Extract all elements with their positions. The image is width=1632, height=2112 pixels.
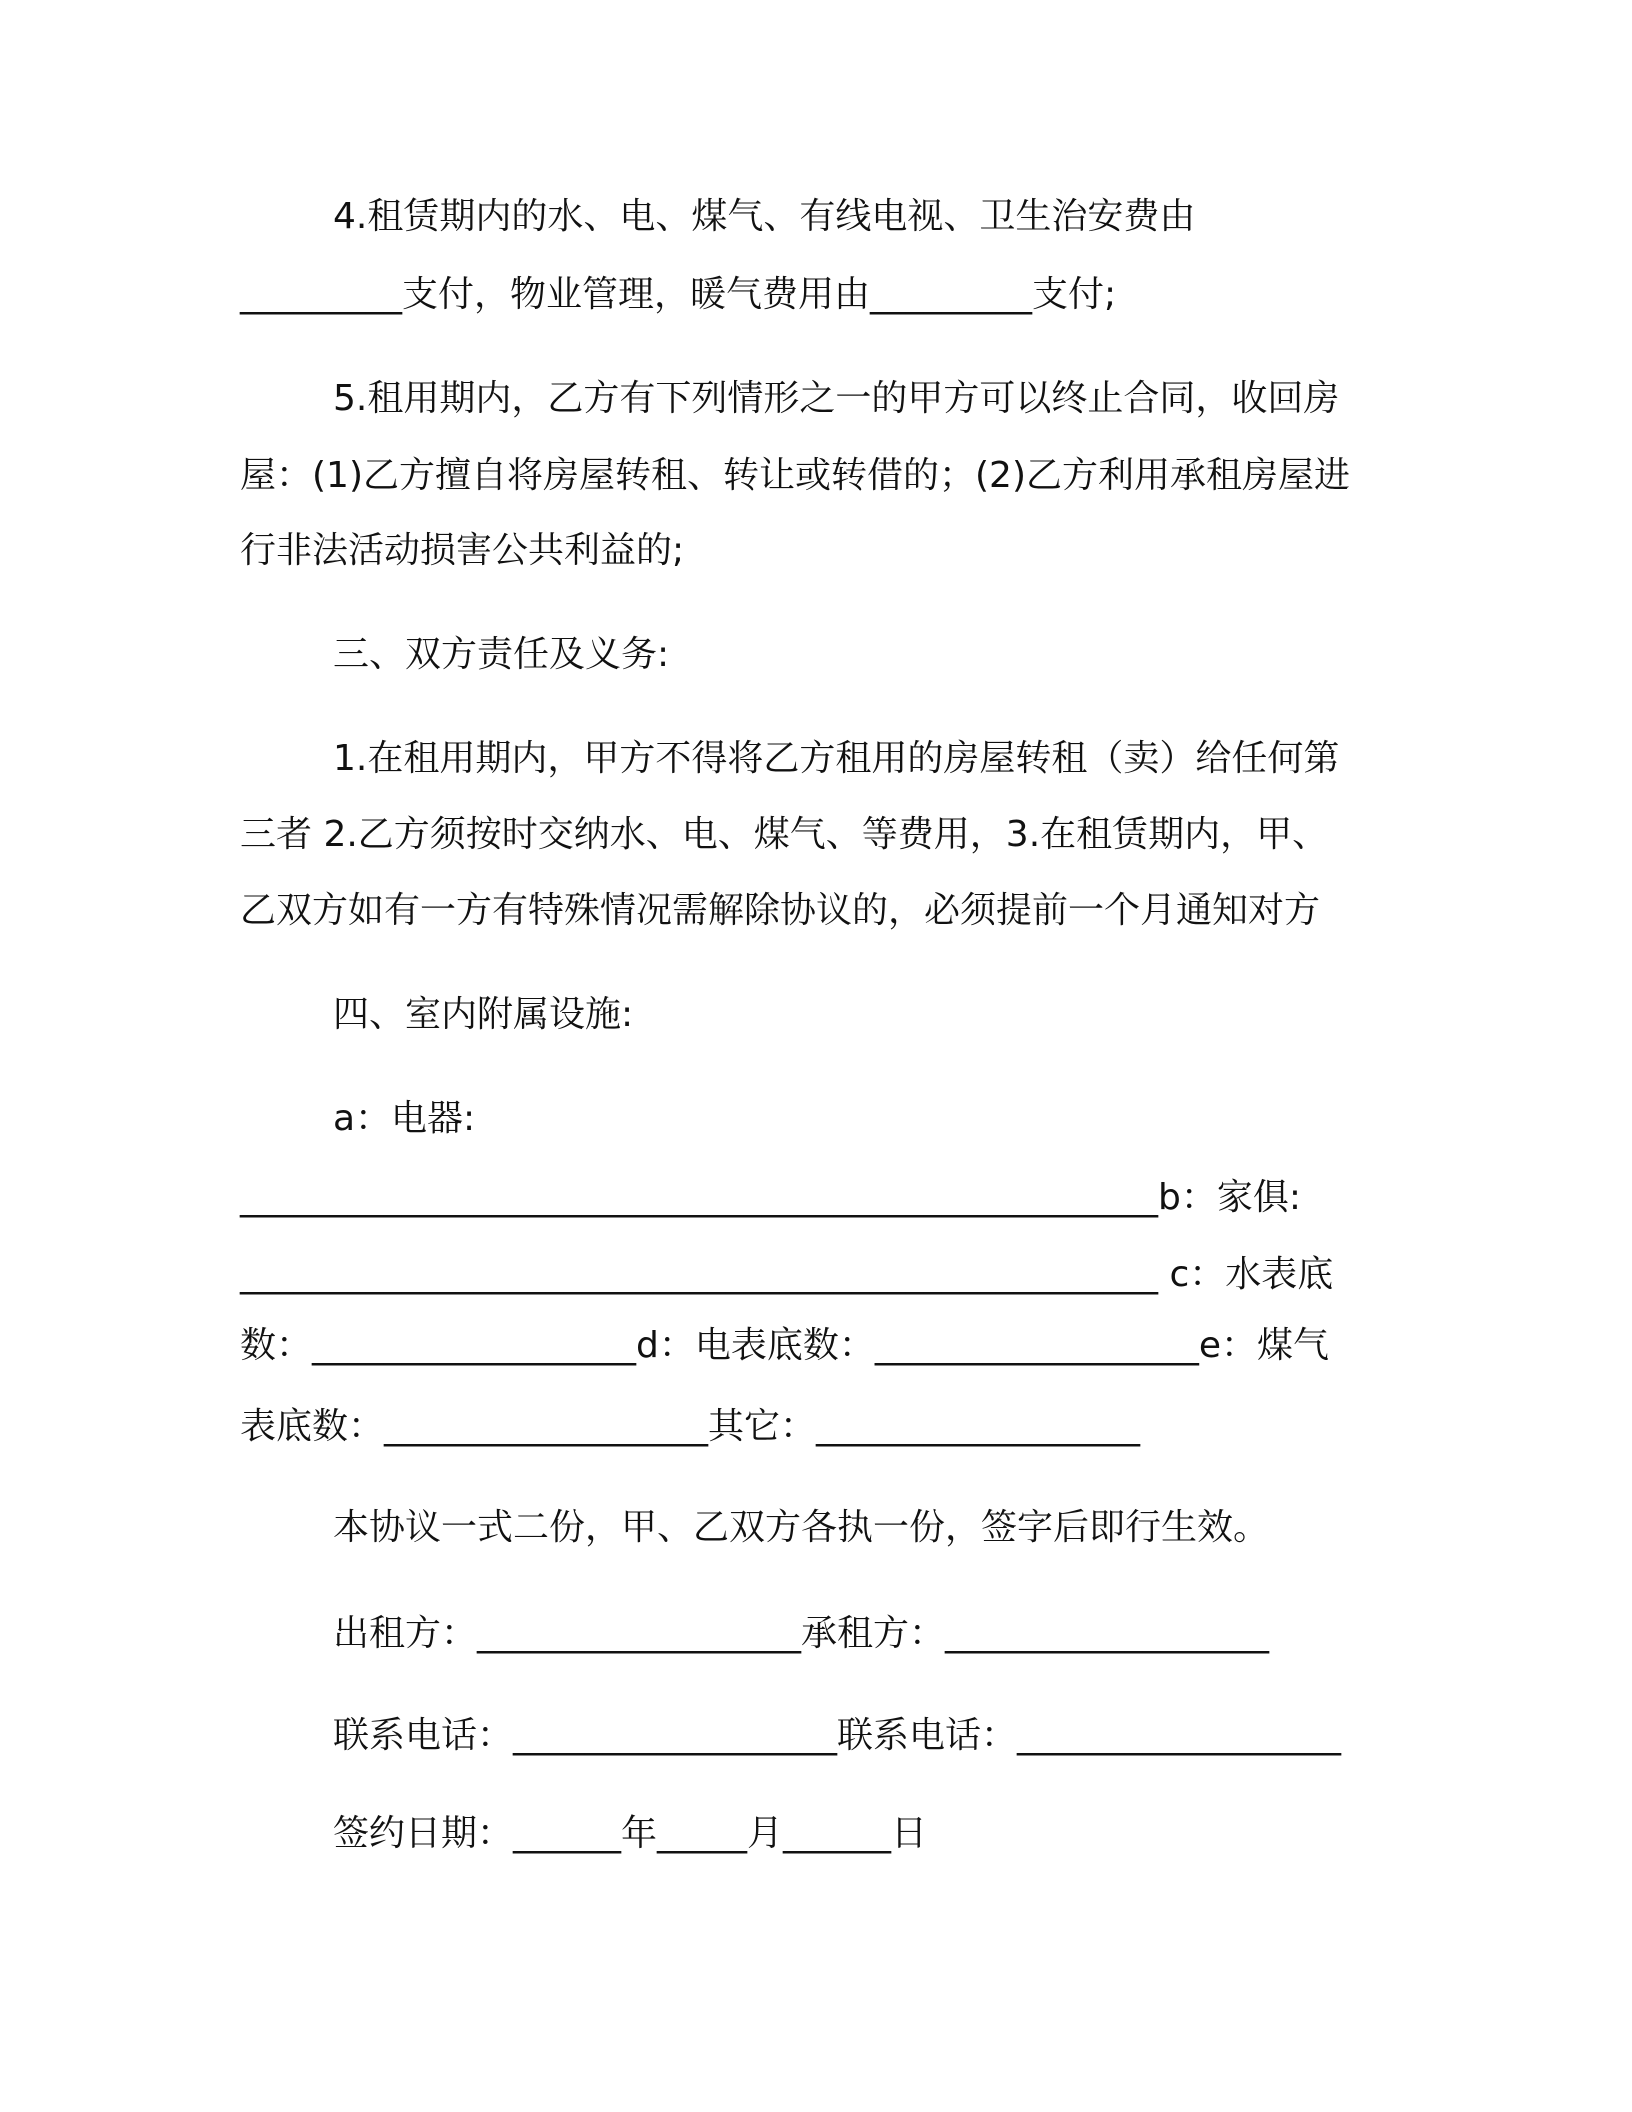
facility-line-1: ___________________________________________________b：家俱:: [240, 1177, 1301, 1218]
facility-line-4: 表底数：__________________其它：__________________: [240, 1406, 1141, 1447]
section-3-line-3: 乙双方如有一方有特殊情况需解除协议的，必须提前一个月通知对方: [240, 890, 1321, 931]
agreement-statement: 本协议一式二份，甲、乙双方各执一份，签字后即行生效。: [333, 1507, 1270, 1548]
clause-4-line-2: _________支付，物业管理，暖气费用由_________支付;: [240, 274, 1117, 315]
section-3-line-2: 三者 2.乙方须按时交纳水、电、煤气、等费用，3.在租赁期内，甲、: [240, 814, 1329, 855]
clause-5-line-2: 屋：(1)乙方擅自将房屋转租、转让或转借的；(2)乙方利用承租房屋进: [240, 455, 1350, 496]
facility-a-label: a：电器:: [333, 1098, 476, 1139]
section-3-heading: 三、双方责任及义务:: [333, 634, 670, 675]
clause-5-line-1: 5.租用期内，乙方有下列情形之一的甲方可以终止合同，收回房: [333, 378, 1340, 419]
clause-4-line-1: 4.租赁期内的水、电、煤气、有线电视、卫生治安费由: [333, 196, 1196, 237]
facility-line-2: ___________________________________________________ c：水表底: [240, 1254, 1334, 1295]
clause-5-line-3: 行非法活动损害公共利益的;: [240, 530, 685, 571]
section-3-line-1: 1.在租用期内，甲方不得将乙方租用的房屋转租（卖）给任何第: [333, 738, 1340, 779]
section-4-heading: 四、室内附属设施:: [333, 994, 634, 1035]
facility-line-3: 数：__________________d：电表底数：__________________e：煤气: [240, 1325, 1330, 1366]
party-signatures: 出租方：__________________承租方：__________________: [333, 1613, 1270, 1654]
signing-date: 签约日期：______年_____月______日: [333, 1813, 928, 1854]
contact-phones: 联系电话：__________________联系电话：__________________: [333, 1715, 1342, 1756]
